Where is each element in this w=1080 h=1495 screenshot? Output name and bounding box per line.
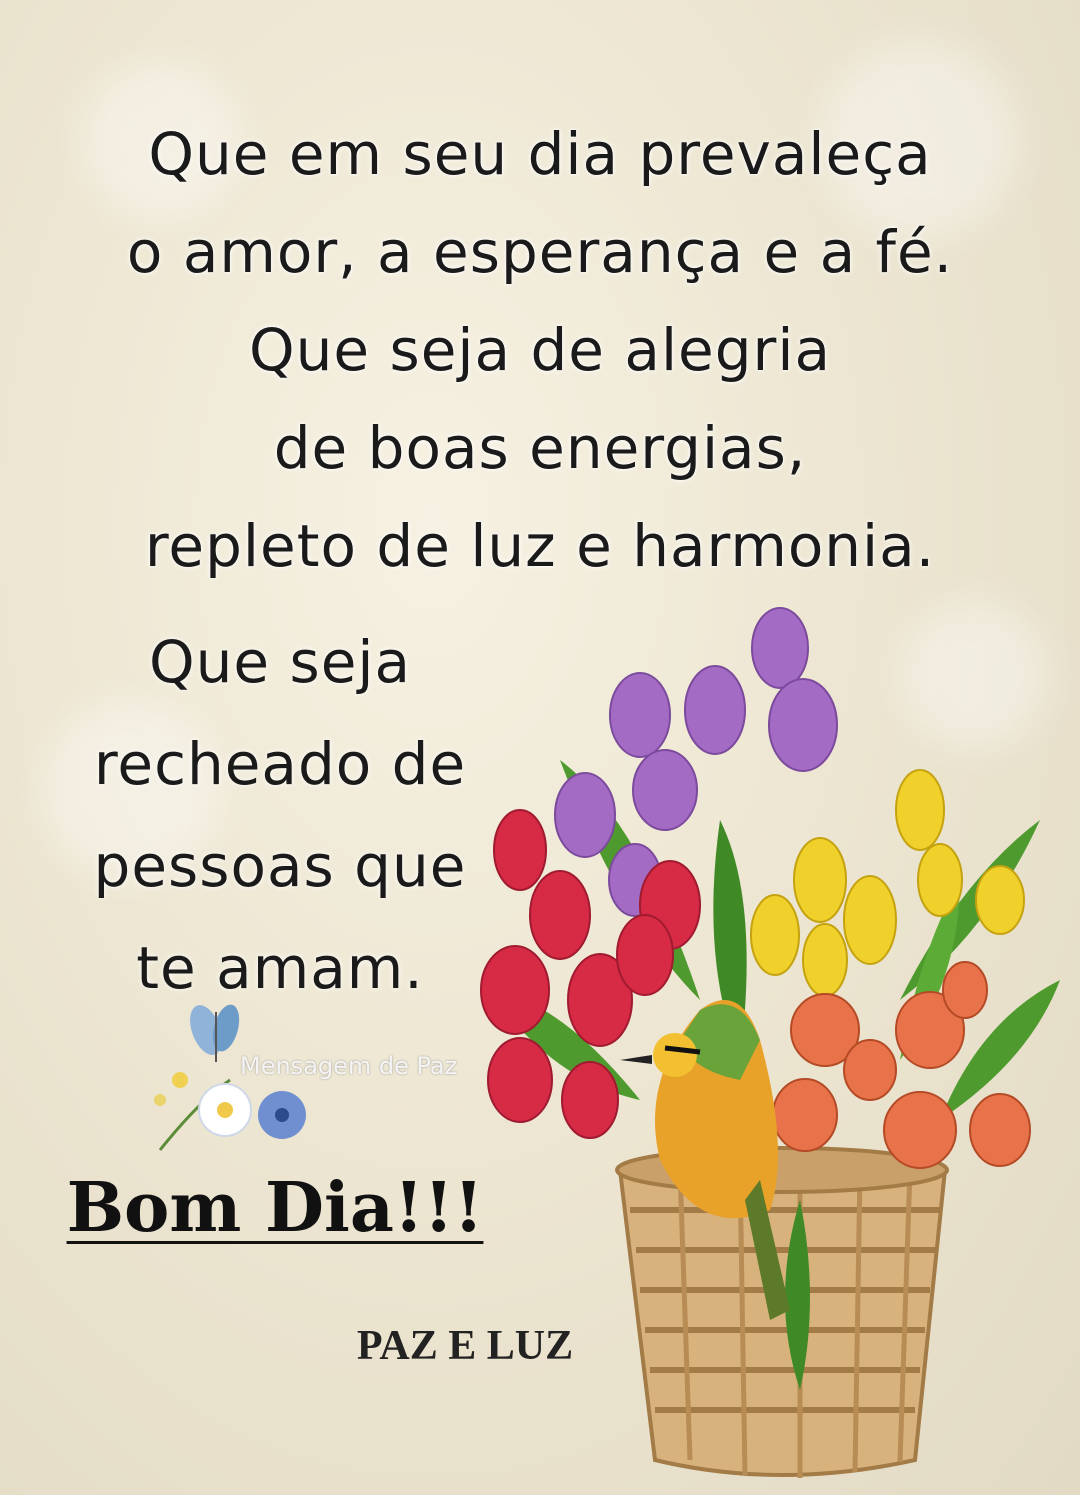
greeting-title: Bom Dia!!! xyxy=(66,1168,484,1248)
message-line-2: o amor, a esperança e a fé. xyxy=(126,218,954,286)
message-line-4: de boas energias, xyxy=(273,414,807,482)
butterfly-icon xyxy=(184,1001,244,1062)
side-line-2: recheado de xyxy=(93,730,467,798)
signature-text: PAZ E LUZ xyxy=(356,1323,574,1369)
small-flowers-icon xyxy=(154,1072,306,1150)
watermark-text: Mensagem de Paz xyxy=(240,1052,458,1080)
side-line-4: te amam. xyxy=(136,934,424,1002)
message-line-5: repleto de luz e harmonia. xyxy=(144,512,936,580)
side-line-3: pessoas que xyxy=(93,832,467,900)
message-line-1: Que em seu dia prevaleça xyxy=(148,120,932,188)
message-line-3: Que seja de alegria xyxy=(248,316,832,384)
side-line-1: Que seja xyxy=(148,628,412,696)
yellow-tulips xyxy=(751,770,1024,996)
